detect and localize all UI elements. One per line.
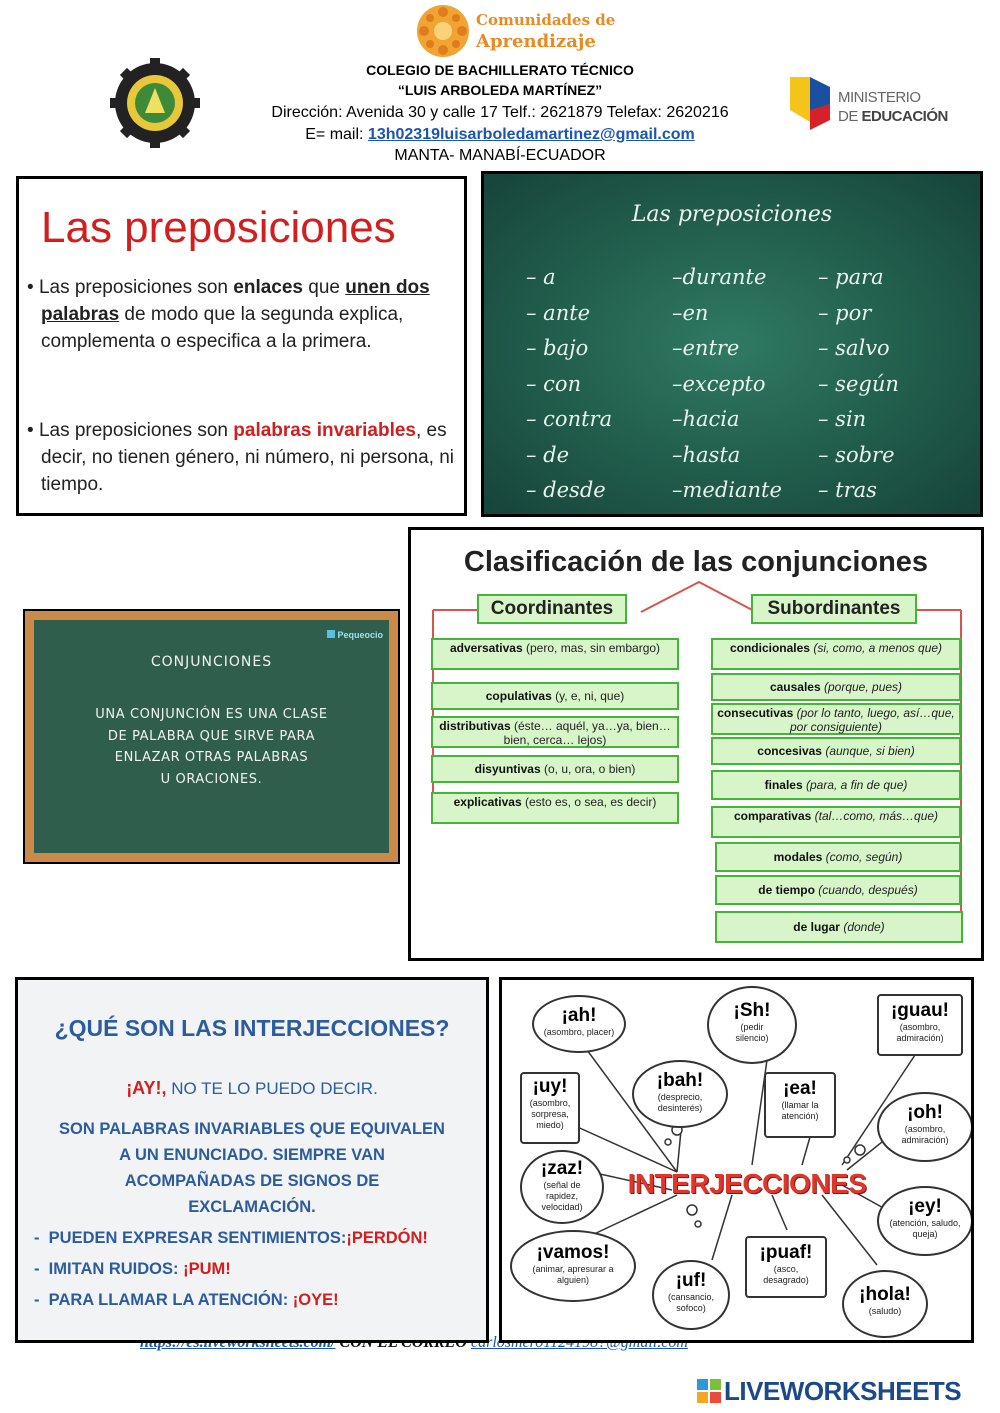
subord-item-de-tiempo — [715, 875, 961, 905]
ministry-line-1: MINISTERIO — [838, 89, 921, 106]
board-line: DE PALABRA QUE SIRVE PARA — [107, 728, 316, 744]
info-def-line: EXCLAMACIÓN. — [188, 1198, 316, 1216]
subord-item-modales — [715, 842, 961, 872]
ministry-line-2a: DE — [838, 108, 862, 125]
bubble-word: ¡guau! — [890, 1000, 950, 1021]
bubble-meaning: (atención, saludo, queja) — [889, 1218, 961, 1239]
preposiciones-panel — [16, 176, 467, 516]
info-ay — [18, 1078, 486, 1099]
liveworksheets-logo-icon — [697, 1379, 721, 1403]
prep-item: –durante — [672, 265, 767, 289]
school-logo — [100, 58, 210, 148]
coord-item-copulativas — [431, 682, 679, 710]
interjecciones-info-panel — [15, 977, 489, 1343]
prep-item: – ante — [526, 300, 591, 325]
info-list-item: - IMITAN RUIDOS: ¡PUM! — [34, 1260, 231, 1278]
info-item-text: IMITAN RUIDOS: — [48, 1260, 184, 1278]
chalkboard-title: Las preposiciones — [631, 202, 833, 227]
subord-item-consecutivas — [711, 703, 961, 735]
bubble-puaf — [745, 1236, 827, 1298]
info-ay-word: ¡AY!, — [126, 1078, 167, 1098]
preposiciones-bullet-2: • Las preposiciones son palabras invariables, es decir, no tienen género, ni número, ni persona, ni tiempo. — [27, 420, 454, 495]
conjunciones-board — [25, 611, 398, 862]
bubble-word: ¡vamos! — [536, 1242, 610, 1263]
coord-item-disyuntivas — [431, 755, 679, 783]
board-line: ENLAZAR OTRAS PALABRAS — [114, 750, 309, 765]
bubble-meaning: (cansancio, sofoco) — [668, 1292, 715, 1313]
prep-item: –hacia — [672, 407, 740, 431]
subord-examples: (por lo tanto, luego, así…que, por consiguiente) — [789, 706, 955, 734]
email-label: E= mail: — [305, 126, 368, 143]
ministry-line-2b: EDUCACIÓN — [861, 108, 948, 125]
bubble-word: ¡ey! — [908, 1196, 942, 1217]
coord-examples: (éste… aquél, ya…ya, bien…bien, cerca… lejos) — [503, 719, 671, 747]
subord-item-concesivas — [711, 737, 961, 765]
coord-examples: (o, u, ora, o bien) — [540, 762, 636, 776]
info-def-line: A UN ENUNCIADO. SIEMPRE VAN — [119, 1146, 385, 1164]
coord-term: adversativas — [449, 641, 523, 655]
coord-examples: (pero, mas, sin embargo) — [522, 641, 661, 655]
bubble-meaning: (animar, apresurar a alguien) — [532, 1264, 614, 1285]
subord-term: de tiempo — [758, 883, 815, 897]
bubble-word: ¡puaf! — [759, 1242, 813, 1263]
subord-term: comparativas — [733, 809, 812, 823]
board-title: CONJUNCIONES — [150, 654, 273, 670]
subord-examples: (para, a fin de que) — [802, 778, 908, 792]
prep-item: – contra — [526, 407, 613, 431]
bubble-word: ¡oh! — [907, 1102, 943, 1123]
clasificacion-panel — [408, 527, 984, 961]
prep-item: –mediante — [672, 478, 782, 502]
coord-term: explicativas — [453, 795, 522, 809]
info-ay-rest: NO TE LO PUEDO DECIR. — [166, 1079, 378, 1098]
bullet1-b: enlaces — [233, 277, 304, 298]
info-item-example: ¡PERDÓN! — [346, 1229, 428, 1247]
liveworksheets-label: LIVEWORKSHEETS — [724, 1375, 962, 1406]
school-city: MANTA- MANABÍ-ECUADOR — [394, 147, 606, 164]
chalkboard-col-2 — [672, 260, 782, 509]
bubble-meaning: (llamar la atención) — [781, 1100, 819, 1121]
board-line: U ORACIONES. — [160, 771, 263, 787]
school-name-2: “LUIS ARBOLEDA MARTÍNEZ” — [397, 82, 603, 98]
subord-item-finales — [711, 770, 961, 800]
board-text — [34, 704, 389, 790]
prep-item: –entre — [672, 336, 740, 360]
prep-item: – por — [818, 300, 872, 325]
prep-item: – con — [526, 371, 582, 396]
prep-item: – sin — [818, 407, 867, 431]
bubble-guau — [877, 994, 963, 1056]
bullet1-d: unen dos palabras — [41, 277, 430, 325]
bubble-meaning: (asombro, admiración) — [901, 1124, 949, 1145]
info-def-line: ACOMPAÑADAS DE SIGNOS DE — [124, 1172, 380, 1190]
subord-examples: (como, según) — [822, 850, 903, 864]
subord-item-comparativas — [711, 806, 961, 838]
bullet2-a: Las preposiciones son — [38, 420, 234, 441]
bullet1-c: que — [303, 277, 346, 298]
bullet1-e: de modo que la segunda explica, complementa o especifica a la primera. — [41, 304, 404, 352]
info-title: ¿QUÉ SON LAS INTERJECCIONES? — [54, 1015, 450, 1041]
school-address: Dirección: Avenida 30 y calle 17 Telf.: 2621879 Telefax: 2620216 — [271, 104, 729, 121]
subord-examples: (aunque, si bien) — [821, 744, 915, 758]
bubble-word: ¡bah! — [656, 1070, 704, 1091]
bubble-meaning: (pedir silencio) — [735, 1022, 769, 1043]
bubble-word: ¡hola! — [859, 1284, 911, 1305]
ministry-flag-icon — [785, 72, 835, 134]
subord-item-condicionales — [711, 638, 961, 670]
map-center-label: INTERJECCIONES — [627, 1168, 867, 1199]
subord-term: de lugar — [793, 920, 840, 934]
coord-term: copulativas — [485, 689, 552, 703]
bubble-meaning: (asombro, placer) — [543, 1027, 615, 1037]
subord-term: causales — [769, 680, 821, 694]
school-email-line — [200, 126, 800, 144]
bubble-ah — [532, 995, 626, 1053]
liveworksheets-brand — [697, 1376, 961, 1406]
subord-term: concesivas — [757, 744, 822, 758]
prep-item: – bajo — [526, 336, 589, 360]
bubble-word: ¡Sh! — [733, 1000, 771, 1021]
subord-examples: (porque, pues) — [820, 680, 903, 694]
prep-item: –en — [672, 300, 709, 325]
info-item-text: PARA LLAMAR LA ATENCIÓN: — [48, 1291, 293, 1309]
bubble-meaning: (asco, desagrado) — [763, 1264, 809, 1285]
bubble-hola — [842, 1270, 928, 1338]
info-list-item: - PARA LLAMAR LA ATENCIÓN: ¡OYE! — [34, 1291, 339, 1309]
subord-item-causales — [711, 673, 961, 701]
subord-examples: (cuando, después) — [814, 883, 918, 897]
preposiciones-bullet-1: • Las preposiciones son enlaces que unen dos palabras de modo que la segunda explica, complementa o especifica a la primera. — [27, 277, 430, 352]
bullet2-b: palabras invariables — [233, 420, 416, 441]
chalkboard-col-3 — [818, 260, 899, 509]
coord-item-distributivas — [431, 716, 679, 748]
bubble-word: ¡zaz! — [540, 1158, 584, 1179]
subord-examples: (donde) — [839, 920, 885, 934]
prep-item: – salvo — [818, 336, 890, 360]
bubble-uy — [520, 1072, 580, 1144]
bubble-word: ¡ah! — [561, 1005, 597, 1026]
coord-item-adversativas — [431, 638, 679, 670]
ministry-text — [838, 88, 948, 126]
bubble-meaning: (desprecio, desinterés) — [657, 1092, 703, 1113]
badge-label: Pequeocio — [337, 630, 383, 640]
prep-item: – para — [818, 265, 884, 289]
prep-item: – a — [526, 265, 556, 289]
subord-term: finales — [764, 778, 803, 792]
comunidades-logo-text — [476, 10, 615, 52]
bubble-bah — [632, 1060, 728, 1128]
coord-term: distributivas — [439, 719, 511, 733]
bubble-meaning: (asombro, sorpresa, miedo) — [529, 1098, 571, 1130]
coord-term: disyuntivas — [474, 762, 541, 776]
prep-item: – según — [818, 371, 899, 396]
info-list — [34, 1223, 428, 1316]
subordinantes-header: Subordinantes — [751, 594, 917, 624]
bubble-word: ¡ea! — [783, 1078, 817, 1099]
school-name-1: COLEGIO DE BACHILLERATO TÉCNICO — [366, 62, 634, 78]
coordinantes-header: Coordinantes — [477, 594, 627, 624]
subord-item-de-lugar — [715, 911, 963, 943]
ministry-line-2 — [838, 107, 948, 126]
info-item-example: ¡OYE! — [292, 1291, 339, 1309]
bubble-meaning: (saludo) — [868, 1306, 902, 1316]
preposiciones-chalkboard — [481, 171, 983, 517]
chalkboard-col-1 — [526, 260, 612, 509]
info-item-example: ¡PUM! — [183, 1260, 231, 1278]
prep-item: –hasta — [672, 442, 741, 467]
bubble-oh — [877, 1092, 973, 1162]
subord-term: consecutivas — [717, 706, 794, 720]
bubble-sh — [707, 986, 797, 1064]
school-email-link[interactable]: 13h02319luisarboledamartinez@gmail.com — [367, 126, 695, 143]
coord-examples: (esto es, o sea, es decir) — [521, 795, 657, 809]
bubble-meaning: (señal de rapidez, velocidad) — [541, 1180, 583, 1212]
bubble-vamos — [510, 1230, 636, 1302]
bubble-meaning: (asombro, admiración) — [896, 1022, 944, 1043]
prep-item: – tras — [818, 478, 877, 502]
bubble-word: ¡uy! — [532, 1076, 568, 1097]
subord-term: modales — [773, 850, 823, 864]
comunidades-logo-icon — [414, 2, 472, 60]
board-line: UNA CONJUNCIÓN ES UNA CLASE — [95, 707, 328, 722]
bubble-ey — [877, 1186, 973, 1256]
logo-line-1: Comunidades de — [476, 11, 616, 29]
info-def-line: SON PALABRAS INVARIABLES QUE EQUIVALEN — [59, 1120, 445, 1138]
subord-examples: (tal…como, más…que) — [811, 809, 939, 823]
prep-item: – de — [526, 442, 570, 467]
prep-item: – desde — [526, 478, 606, 502]
interjecciones-map-panel — [499, 977, 974, 1343]
preposiciones-title: Las preposiciones — [41, 203, 396, 252]
subord-term: condicionales — [729, 641, 810, 655]
info-item-text: PUEDEN EXPRESAR SENTIMIENTOS: — [48, 1229, 347, 1247]
bullet2-c: , es decir, no tienen género, ni número, ni persona, ni tiempo. — [41, 420, 454, 495]
info-list-item: - PUEDEN EXPRESAR SENTIMIENTOS:¡PERDÓN! — [34, 1229, 428, 1247]
coord-examples: (y, e, ni, que) — [551, 689, 625, 703]
subord-examples: (si, como, a menos que) — [809, 641, 943, 655]
logo-line-2: Aprendizaje — [476, 31, 596, 52]
bubble-ea — [764, 1072, 836, 1138]
bullet1-a: Las preposiciones son — [38, 277, 234, 298]
bubble-zaz — [520, 1150, 604, 1224]
badge-icon — [327, 630, 335, 638]
board-badge — [327, 630, 383, 640]
coord-item-explicativas — [431, 792, 679, 824]
bubble-word: ¡uf! — [675, 1270, 707, 1291]
clasificacion-title: Clasificación de las conjunciones — [463, 546, 929, 578]
info-definition — [18, 1116, 486, 1220]
prep-item: –excepto — [672, 371, 766, 396]
bubble-uf — [652, 1260, 730, 1330]
prep-item: – sobre — [818, 442, 895, 467]
